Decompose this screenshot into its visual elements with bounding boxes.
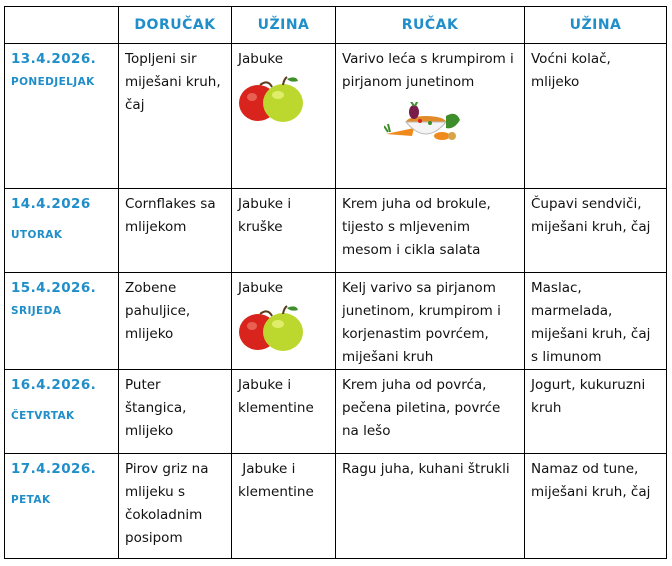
soup-illustration [384, 102, 464, 146]
table-row [5, 273, 667, 370]
header-uzina-2: UŽINA [525, 7, 667, 44]
rucak-text: Ragu juha, kuhani štrukli [342, 461, 510, 477]
dorucak-cell [119, 189, 232, 273]
dorucak-text: Zobene pahuljice, mlijeko [125, 280, 191, 342]
day-cell [5, 454, 119, 559]
date-label: 17.4.2026. [11, 461, 97, 477]
dorucak-cell [119, 44, 232, 189]
uzina1-cell [232, 44, 336, 189]
weekly-menu-table [4, 6, 667, 559]
day-cell [5, 44, 119, 189]
day-cell [5, 370, 119, 454]
uzina1-text: Jabuke [238, 280, 284, 296]
header-rucak: RUČAK [336, 7, 525, 44]
day-name: UTORAK [11, 229, 63, 241]
uzina1-text: Jabuke i kruške [238, 196, 292, 235]
dorucak-cell [119, 454, 232, 559]
table-row [5, 44, 667, 189]
uzina1-text: Jabuke i klementine [238, 461, 314, 500]
table-row [5, 189, 667, 273]
rucak-cell [336, 44, 525, 189]
dorucak-cell [119, 370, 232, 454]
uzina2-text: Maslac, marmelada, miješani kruh, čaj s limunom [531, 280, 651, 365]
rucak-cell [336, 454, 525, 559]
day-name: PONEDJELJAK [11, 76, 95, 88]
rucak-text: Varivo leća s krumpirom i pirjanom junetinom [342, 51, 514, 90]
day-name: PETAK [11, 494, 51, 506]
day-name: ČETVRTAK [11, 410, 75, 422]
uzina2-text: Voćni kolač, mlijeko [531, 51, 611, 90]
header-empty [5, 7, 119, 44]
header-uzina-1: UŽINA [232, 7, 336, 44]
apples-illustration [238, 73, 306, 123]
dorucak-text: Topljeni sir miješani kruh, čaj [125, 51, 221, 113]
uzina2-cell [525, 454, 667, 559]
dorucak-text: Cornflakes sa mlijekom [125, 196, 216, 235]
uzina2-text: Namaz od tune, miješani kruh, čaj [531, 461, 651, 500]
rucak-text: Kelj varivo sa pirjanom junetinom, krumpirom i korjenastim povrćem, miješani kruh [342, 280, 501, 365]
rucak-cell [336, 273, 525, 370]
rucak-cell [336, 370, 525, 454]
uzina1-text: Jabuke i klementine [238, 377, 314, 416]
date-label: 15.4.2026. [11, 280, 97, 296]
day-name: SRIJEDA [11, 305, 62, 317]
uzina2-text: Jogurt, kukuruzni kruh [531, 377, 646, 416]
header-row [5, 7, 667, 44]
uzina1-cell [232, 370, 336, 454]
uzina2-cell [525, 273, 667, 370]
dorucak-text: Puter štangica, mlijeko [125, 377, 187, 439]
rucak-text: Krem juha od povrća, pečena piletina, povrće na lešo [342, 377, 501, 439]
dorucak-cell [119, 273, 232, 370]
uzina1-text: Jabuke [238, 51, 284, 67]
apples-illustration [238, 302, 306, 352]
rucak-cell [336, 189, 525, 273]
uzina2-text: Čupavi sendviči, miješani kruh, čaj [531, 196, 651, 235]
date-label: 13.4.2026. [11, 51, 97, 67]
dorucak-text: Pirov griz na mlijeku s čokoladnim posipom [125, 461, 209, 546]
table-row [5, 454, 667, 559]
uzina2-cell [525, 44, 667, 189]
uzina1-cell [232, 189, 336, 273]
rucak-text: Krem juha od brokule, tijesto s mljevenim mesom i cikla salata [342, 196, 491, 258]
table-row [5, 370, 667, 454]
uzina2-cell [525, 370, 667, 454]
uzina1-cell [232, 273, 336, 370]
header-dorucak: DORUČAK [119, 7, 232, 44]
date-label: 14.4.2026 [11, 196, 91, 212]
date-label: 16.4.2026. [11, 377, 97, 393]
day-cell [5, 273, 119, 370]
uzina1-cell [232, 454, 336, 559]
day-cell [5, 189, 119, 273]
uzina2-cell [525, 189, 667, 273]
